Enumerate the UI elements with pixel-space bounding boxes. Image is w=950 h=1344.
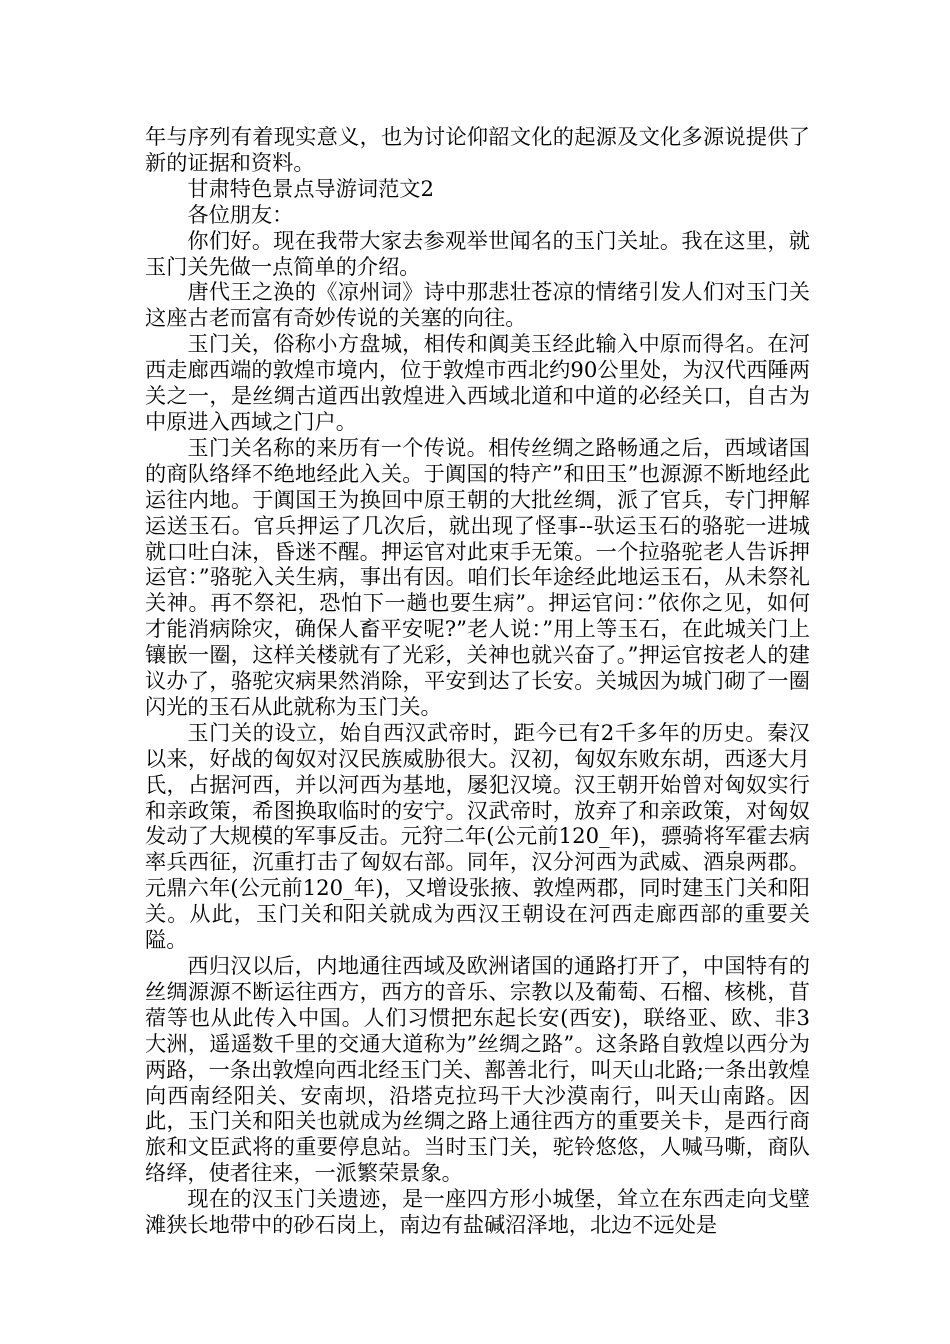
document-page [145, 124, 810, 1238]
paragraph-ruins: 现在的汉玉门关遗迹，是一座四方形小城堡，耸立在东西走向戈壁滩狭长地带中的砂石岗上，南边有盐碱沼泽地，北边不远处是 [145, 1186, 810, 1238]
paragraph-silk-road: 西归汉以后，内地通往西域及欧洲诸国的通路打开了，中国特有的丝绸源源不断运往西方，西方的音乐、宗教以及葡萄、石榴、核桃，苜蓿等也从此传入中国。人们习惯把东起长安(西安)，联络亚、欧、非3大洲，遥遥数千里的交通大道称为”丝绸之路”。这条路自敦煌以西分为两路，一条出敦煌向西北经玉门关、鄯善北行，叫天山北路;一条出敦煌向西南经阳关、安南坝，沿塔克拉玛干大沙漠南行，叫天山南路。因此，玉门关和阳关也就成为丝绸之路上通往西方的重要关卡，是西行商旅和文臣武将的重要停息站。当时玉门关，驼铃悠悠，人喊马嘶，商队络绎，使者往来，一派繁荣景象。 [145, 953, 810, 1186]
section-heading: 甘肃特色景点导游词范文2 [187, 175, 434, 201]
paragraph-1: 年与序列有着现实意义，也为讨论仰韶文化的起源及文化多源说提供了新的证据和资料。 [145, 124, 810, 175]
paragraph-poem: 唐代王之涣的《凉州词》诗中那悲壮苍凉的情绪引发人们对玉门关这座古老而富有奇妙传说的关塞的向往。 [145, 279, 810, 331]
paragraph-intro: 你们好。现在我带大家去参观举世闻名的玉门关址。我在这里，就玉门关先做一点简单的介绍。 [145, 227, 810, 279]
paragraph-location: 玉门关，俗称小方盘城，相传和阗美玉经此输入中原而得名。在河西走廊西端的敦煌市境内，位于敦煌市西北约90公里处，为汉代西陲两关之一，是丝绸古道西出敦煌进入西域北道和中道的必经关口，自古为中原进入西域之门户。 [145, 331, 810, 434]
greeting: 各位朋友： [187, 201, 294, 227]
paragraph-legend: 玉门关名称的来历有一个传说。相传丝绸之路畅通之后，西域诸国的商队络绎不绝地经此入关。于阗国的特产”和田玉”也源源不断地经此运往内地。于阗国王为换回中原王朝的大批丝绸，派了官兵，专门押解运送玉石。官兵押运了几次后，就出现了怪事--驮运玉石的骆驼一进城就口吐白沫，昏迷不醒。押运官对此束手无策。一个拉骆驼老人告诉押运官：”骆驼入关生病，事出有因。咱们长年途经此地运玉石，从未祭礼关神。再不祭祀，恐怕下一趟也要生病”。押运官问：”依你之见，如何才能消病除灾，确保人畜平安呢?”老人说：”用上等玉石，在此城关门上镶嵌一圈，这样关楼就有了光彩，关神也就兴奋了。”押运官按老人的建议办了，骆驼灾病果然消除，平安到达了长安。关城因为城门砌了一圈闪光的玉石从此就称为玉门关。 [145, 434, 810, 719]
paragraph-history: 玉门关的设立，始自西汉武帝时，距今已有2千多年的历史。秦汉以来，好战的匈奴对汉民族威胁很大。汉初，匈奴东败东胡，西逐大月氏，占据河西，并以河西为基地，屡犯汉境。汉王朝开始曾对匈奴实行和亲政策，希图换取临时的安宁。汉武帝时，放弃了和亲政策，对匈奴发动了大规模的军事反击。元狩二年(公元前120_年)，骠骑将军霍去病率兵西征，沉重打击了匈奴右部。同年，汉分河西为武威、酒泉两郡。元鼎六年(公元前120_年)，又增设张掖、敦煌两郡，同时建玉门关和阳关。从此，玉门关和阳关就成为西汉王朝设在河西走廊西部的重要关隘。 [145, 719, 810, 953]
